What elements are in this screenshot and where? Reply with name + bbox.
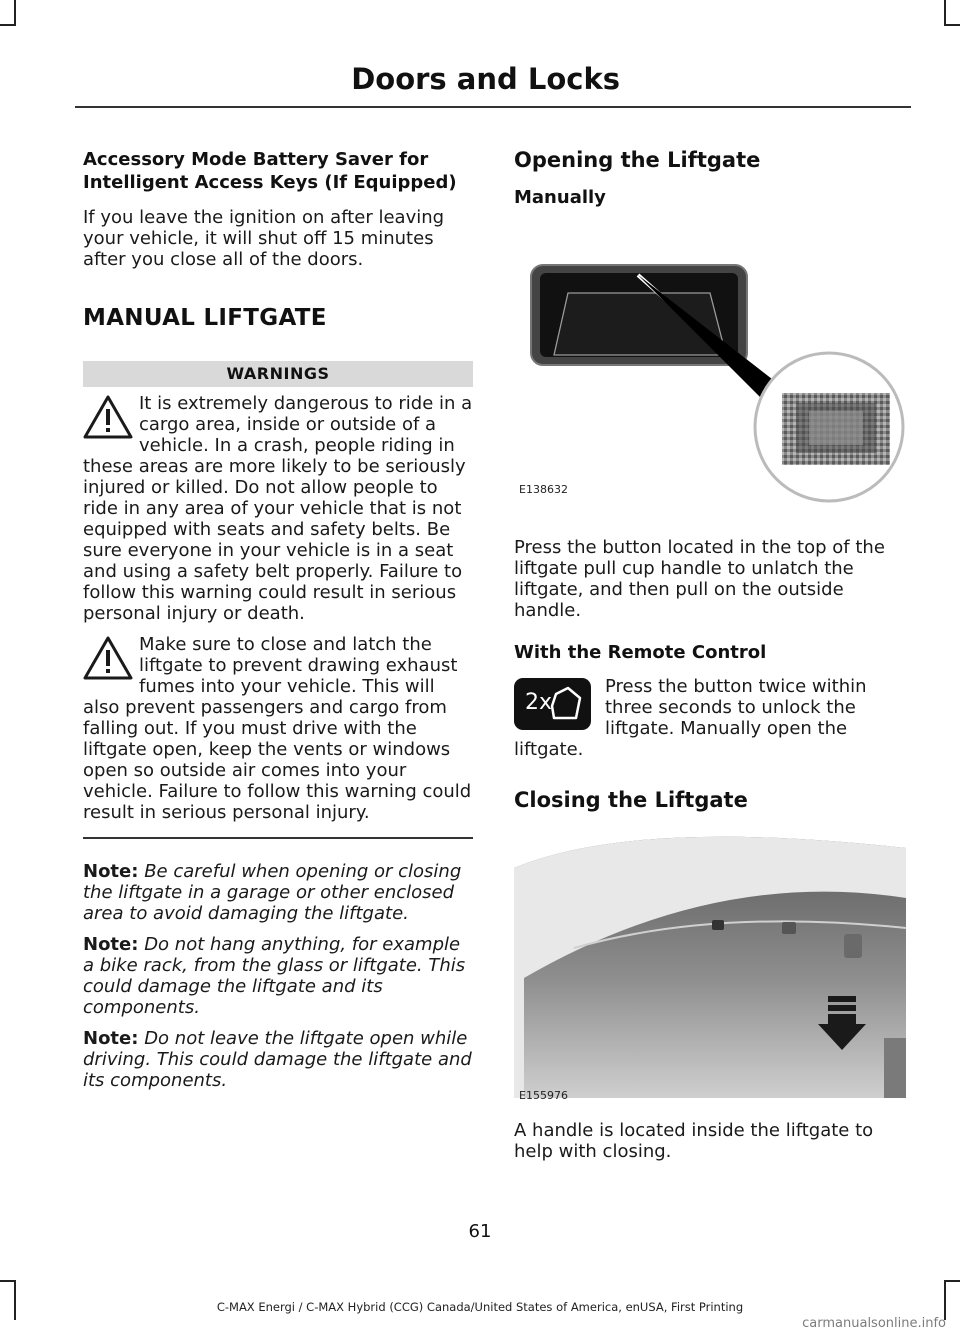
note-text: Do not hang anything, for example a bike rack, from the glass or liftgate. This could damage the liftgate and its components.: [83, 934, 466, 1018]
closing-liftgate-heading: Closing the Liftgate: [514, 788, 748, 812]
crop-mark-top-left-v: [14, 0, 16, 26]
crop-mark-top-right-v: [944, 0, 946, 26]
warning-2-text: Make sure to close and latch the liftgate to prevent drawing exhaust fumes into your vehicle. This will also prevent passengers and cargo from falling out. If you must drive with the liftgate open, keep the vents or windows open so outside air comes into your vehicle. Failure to follow this warning could result in serious personal injury.: [83, 634, 472, 823]
manually-text: Press the button located in the top of the liftgate pull cup handle to unlatch the liftgate, and then pull on the outside handle.: [514, 537, 885, 621]
right-column: [514, 148, 906, 1162]
figure-code: E138632: [519, 483, 568, 496]
warnings-end-rule: [83, 837, 473, 839]
note-2: [83, 934, 473, 1018]
remote-liftgate-icon: [514, 678, 591, 730]
warning-1: [83, 393, 473, 624]
warning-2: [83, 634, 473, 823]
manually-heading: Manually: [514, 187, 606, 208]
figure-pull-cup-handle: [514, 215, 906, 525]
remote-control-heading: With the Remote Control: [514, 642, 767, 663]
warning-1-text: It is extremely dangerous to ride in a cargo area, inside or outside of a vehicle. In a crash, people riding in these areas are more likely to be seriously injured or killed. Do not allow people to ride in any area of your vehicle that is not equipped with seats and safety belts. Be sure everyone in your vehicle is in a seat and using a safety belt properly. Failure to follow this warning could result in serious personal injury or death.: [83, 393, 473, 624]
pull-cup-handle-illustration: [514, 215, 906, 525]
figure-closing-handle: [514, 828, 906, 1108]
note-label: Note:: [83, 1028, 139, 1049]
figure-code: E155976: [519, 1089, 568, 1102]
note-label: Note:: [83, 861, 139, 882]
printing-info: C-MAX Energi / C-MAX Hybrid (CCG) Canada/United States of America, enUSA, First Printing: [216, 1300, 744, 1314]
note-text: Do not leave the liftgate open while driving. This could damage the liftgate and its components.: [83, 1028, 472, 1091]
remote-text: Press the button twice within three seconds to unlock the liftgate. Manually open the liftgate.: [514, 676, 867, 760]
warning-triangle-icon: [83, 395, 133, 439]
battery-saver-text: If you leave the ignition on after leaving your vehicle, it will shut off 15 minutes after you close all of the doors.: [83, 207, 445, 270]
crop-mark-top-left-h: [0, 24, 16, 26]
liftgate-interior-illustration: [514, 828, 906, 1108]
page-title: Doors and Locks: [351, 62, 620, 96]
page-number: 61: [468, 1221, 492, 1242]
crop-mark-bottom-right-h: [944, 1280, 960, 1282]
note-label: Note:: [83, 934, 139, 955]
watermark: carmanualsonline.info: [802, 1316, 946, 1331]
note-text: Be careful when opening or closing the liftgate in a garage or other enclosed area to avoid damaging the liftgate.: [83, 861, 462, 924]
crop-mark-bottom-left-h: [0, 1280, 16, 1282]
crop-mark-top-right-h: [944, 24, 960, 26]
remote-block: [514, 676, 906, 760]
liftgate-open-icon: [546, 684, 586, 724]
header-divider: [75, 106, 911, 108]
closing-text: A handle is located inside the liftgate to help with closing.: [514, 1120, 874, 1162]
opening-liftgate-heading: Opening the Liftgate: [514, 148, 761, 172]
left-column: [83, 148, 473, 1091]
note-3: [83, 1028, 473, 1091]
warning-triangle-icon: [83, 636, 133, 680]
remote-press-count: 2x: [525, 690, 553, 715]
battery-saver-heading: Accessory Mode Battery Saver for Intelligent Access Keys (If Equipped): [83, 149, 457, 193]
note-1: [83, 861, 473, 924]
manual-liftgate-heading: MANUAL LIFTGATE: [83, 305, 327, 331]
warnings-bar: WARNINGS: [83, 361, 473, 387]
